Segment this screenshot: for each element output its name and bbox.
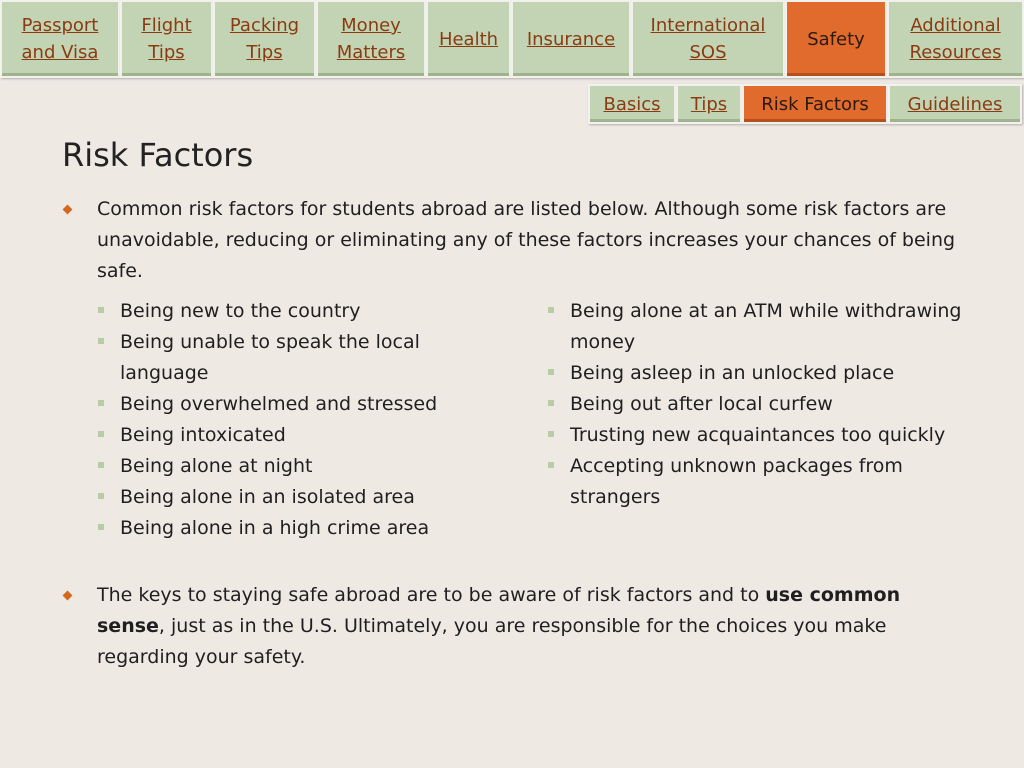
closing-text-start: The keys to staying safe abroad are to be aware of risk factors and to	[97, 584, 766, 606]
tab-packing-tips[interactable]	[213, 0, 316, 78]
list-item	[96, 482, 496, 513]
square-bullet-icon	[98, 400, 104, 406]
intro-bullet	[62, 194, 962, 287]
tab-label: Passport and Visa	[21, 15, 99, 63]
diamond-bullet-icon	[63, 591, 73, 601]
tab-label: Insurance	[526, 28, 616, 50]
tab-label: Health	[438, 28, 499, 50]
list-item	[546, 420, 976, 451]
list-item-text: Being unable to speak the local language	[120, 331, 420, 384]
tab-label: International SOS	[650, 15, 766, 63]
risk-list-right	[546, 296, 976, 513]
square-bullet-icon	[548, 307, 554, 313]
subtab-label: Basics	[603, 93, 661, 115]
closing-emphasis: use common sense	[97, 584, 901, 637]
tab-additional-resources[interactable]	[887, 0, 1024, 78]
tab-safety[interactable]	[785, 0, 887, 78]
subtab-label: Guidelines	[907, 93, 1003, 115]
list-item	[96, 296, 496, 327]
list-item-text: Being alone in a high crime area	[120, 517, 430, 539]
page-title: Risk Factors	[62, 136, 254, 174]
list-item-text: Being alone at an ATM while withdrawing money	[570, 300, 962, 353]
square-bullet-icon	[548, 369, 554, 375]
subtab-guidelines[interactable]	[888, 84, 1022, 124]
subtab-risk-factors[interactable]	[742, 84, 888, 124]
diamond-bullet-icon	[63, 205, 73, 215]
list-item	[96, 327, 496, 389]
square-bullet-icon	[98, 493, 104, 499]
square-bullet-icon	[548, 462, 554, 468]
tab-label: Additional Resources	[909, 15, 1002, 63]
subtab-tips[interactable]	[676, 84, 742, 124]
square-bullet-icon	[98, 431, 104, 437]
square-bullet-icon	[98, 338, 104, 344]
closing-text-end: , just as in the U.S. Ultimately, you are responsible for the choices you make regarding your safety.	[97, 615, 887, 668]
closing-bullet	[62, 580, 962, 673]
list-item	[96, 420, 496, 451]
tab-label: Flight Tips	[141, 15, 192, 63]
tab-label: Safety	[807, 28, 865, 50]
subtab-label: Risk Factors	[761, 93, 869, 115]
list-item	[546, 296, 976, 358]
risk-list-left	[96, 296, 496, 544]
list-item-text: Being intoxicated	[120, 424, 286, 446]
tab-insurance[interactable]	[511, 0, 631, 78]
tab-label: Money Matters	[336, 15, 406, 63]
list-item-text: Being out after local curfew	[570, 393, 833, 415]
list-item	[546, 389, 976, 420]
list-item	[546, 451, 976, 513]
tab-label: Packing Tips	[229, 15, 300, 63]
sub-navigation	[588, 84, 1022, 124]
list-item	[96, 389, 496, 420]
square-bullet-icon	[98, 462, 104, 468]
list-item-text: Being overwhelmed and stressed	[120, 393, 438, 415]
list-item	[96, 451, 496, 482]
tab-money-matters[interactable]	[316, 0, 426, 78]
list-item	[96, 513, 496, 544]
subtab-basics[interactable]	[588, 84, 676, 124]
list-item-text: Being new to the country	[120, 300, 361, 322]
square-bullet-icon	[548, 431, 554, 437]
list-item-text: Being alone in an isolated area	[120, 486, 415, 508]
square-bullet-icon	[548, 400, 554, 406]
list-item-text: Trusting new acquaintances too quickly	[570, 424, 946, 446]
list-item	[546, 358, 976, 389]
list-item-text: Being asleep in an unlocked place	[570, 362, 895, 384]
square-bullet-icon	[98, 524, 104, 530]
closing-text	[97, 580, 962, 673]
tab-flight-tips[interactable]	[120, 0, 213, 78]
list-item-text: Being alone at night	[120, 455, 313, 477]
tab-international-sos[interactable]	[631, 0, 785, 78]
tab-health[interactable]	[426, 0, 511, 78]
list-item-text: Accepting unknown packages from strangers	[570, 455, 903, 508]
intro-text: Common risk factors for students abroad are listed below. Although some risk factors are unavoidable, reducing or eliminating any of these factors increases your chances of being safe.	[97, 198, 956, 282]
top-navigation	[0, 0, 1024, 78]
tab-passport-and-visa[interactable]	[0, 0, 120, 78]
square-bullet-icon	[98, 307, 104, 313]
subtab-label: Tips	[690, 93, 728, 115]
